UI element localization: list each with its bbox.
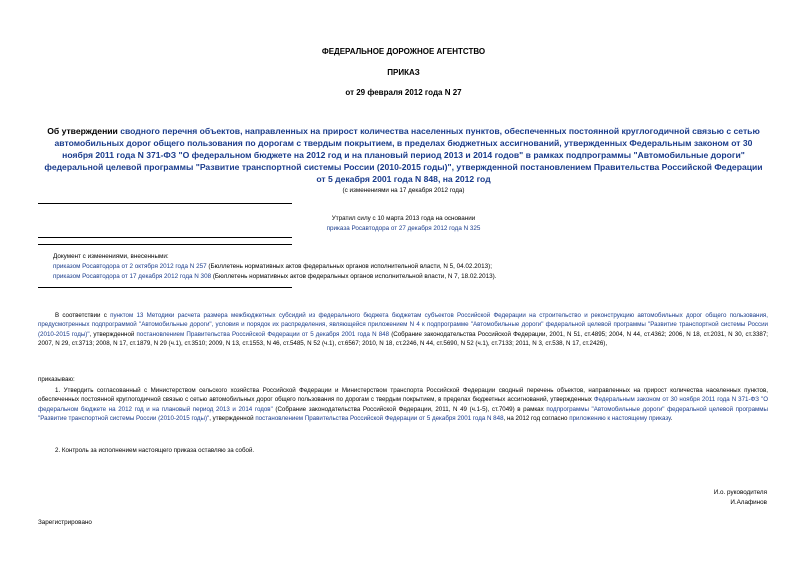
document-title [40,125,767,185]
signature-name: И.Алафинов [730,499,767,506]
registered-note: Зарегистрировано [38,519,92,526]
expired-text: Утратил силу с 10 марта 2013 года на основании [331,215,476,222]
document-type: ПРИКАЗ [387,68,420,77]
divider [38,203,292,204]
amendments-heading: Документ с изменениями, внесенными: [53,253,169,260]
order-word: приказываю: [38,376,75,383]
preamble-link-resolution[interactable]: постановлением Правительства Российской Федерации от 5 декабря 2001 года N 848 [136,330,390,338]
amendment-link[interactable]: приказом Росавтодора от 2 октября 2012 года N 257 [53,263,207,270]
amended-note: (с изменениями на 17 декабря 2012 года) [342,187,465,194]
expired-link[interactable]: приказа Росавтодора от 27 декабря 2012 года N 325 [326,225,481,232]
signature-role: И.о. руководителя [713,489,767,496]
document-date-number: от 29 февраля 2012 года N 27 [345,88,462,97]
amendment-link[interactable]: приказом Росавтодора от 17 декабря 2012 года N 308 [53,273,212,280]
item-1-link-law[interactable]: Федеральным законом от 30 ноября 2011 года N 371-ФЗ "О федеральном бюджете на 2012 год и на плановый период 2013 и 2014 годов" [38,396,769,413]
agency-name: ФЕДЕРАЛЬНОЕ ДОРОЖНОЕ АГЕНТСТВО [321,47,486,56]
title-link[interactable]: сводного перечня объектов, направленных на прирост количества населенных пунктов, обеспеченных постоянной круглогодичной связью с сетью автомобильных дорог общего пользования по дорогам с твердым покрытием, в пределах бюджетных ассигнований, утвержденных Федеральным законом от 30 ноября 2011 года N 371-ФЗ "О федеральном бюджете на 2012 год и на плановый период 2013 и 2014 годов" в рамках подпрограммы "Автомобильные дороги" федеральной целевой программы "Развитие транспортной системы России (2010-2015 годы)", утвержденной постановлением Правительства Российской Федерации от 5 декабря 2001 года N 848, на 2012 год [44,126,763,184]
divider [38,287,292,288]
amendment-item: приказом Росавтодора от 2 октября 2012 года N 257 (Бюллетень нормативных актов федеральных органов исполнительной власти, N 5, 04.02.2013); [53,263,493,270]
preamble-paragraph: В соответствии с пунктом 13 Методики расчета размера межбюджетных субсидий из федерального бюджета бюджетам субъектов Российской Федерации на строительство и реконструкцию автомобильных дорог общего пользования, предусмотренных подпрограммой "Автомобильные дороги", условия и порядок их распределения, являющейся приложением N 4 к подпрограмме "Автомобильные дороги" федеральной целевой программы "Развитие транспортной системы России (2010-2015 годы)", утвержденной постановлением Правительства Российской Федерации от 5 декабря 2001 года N 848 (Собрание законодательства Российской Федерации, 2001, N 51, ст.4895; 2004, N 44, ст.4362; 2006, N 18, ст.2031, N 30, ст.3387; 2007, N 29, ст.3713; 2008, N 17, ст.1879, N 29 (ч.1), ст.3510; 2009, N 13, ст.1553, N 46, ст.5485, N 52 (ч.1), ст.6567; 2010, N 18, ст.2246, N 44, ст.5690, N 52 (ч.1), ст.7133; 2011, N 3, ст.538, N 17, ст.2426), [38,312,769,347]
amendment-item: приказом Росавтодора от 17 декабря 2012 года N 308 (Бюллетень нормативных актов федеральных органов исполнительной власти, N 7, 18.02.2013). [53,273,497,280]
item-1-link-appendix[interactable]: приложению к настоящему приказу [569,414,671,422]
item-2-paragraph: 2. Контроль за исполнением настоящего приказа оставляю за собой. [55,447,255,454]
divider [38,237,292,238]
item-1-paragraph: 1. Утвердить согласованный с Министерством сельского хозяйства Российской Федерации и Министерством транспорта Российской Федерации сводный перечень объектов, направленных на прирост количества населенных пунктов, обеспеченных постоянной круглогодичной связью с сетью автомобильных дорог общего пользования по дорогам с твердым покрытием, в пределах бюджетных ассигнований, утвержденных Федеральным законом от 30 ноября 2011 года N 371-ФЗ "О федеральном бюджете на 2012 год и на плановый период 2013 и 2014 годов" (Собрание законодательства Российской Федерации, 2011, N 49 (ч.1-5), ст.7049) в рамках подпрограммы "Автомобильные дороги" федеральной целевой программы "Развитие транспортной системы России (2010-2015 годы)", утвержденной постановлением Правительства Российской Федерации от 5 декабря 2001 года N 848, на 2012 год согласно приложению к настоящему приказу. [38,387,769,422]
item-1-link-subprogram[interactable]: подпрограммы "Автомобильные дороги" федеральной целевой программы "Развитие транспортной системы России (2010-2015 годы)" [38,405,768,422]
title-prefix: Об утверждении [47,126,121,136]
preamble-link-methodology[interactable]: пунктом 13 Методики расчета размера межбюджетных субсидий из федерального бюджета бюджетам субъектов Российской Федерации на строительство и реконструкцию автомобильных дорог общего пользования, предусмотренных подпрограммой "Автомобильные дороги", условия и порядок их распределения, являющейся приложением N 4 к подпрограмме "Автомобильные дороги" федеральной целевой программы "Развитие транспортной системы России (2010-2015 годы)" [38,312,769,338]
divider [38,244,292,245]
item-1-link-resolution[interactable]: постановлением Правительства Российской Федерации от 5 декабря 2001 года N 848 [255,414,504,422]
